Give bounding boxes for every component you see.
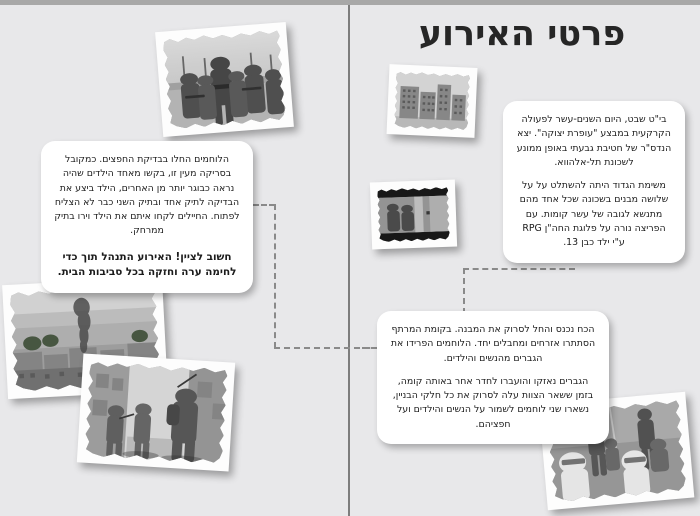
- soldiers-indoor-image: [377, 187, 450, 242]
- callout-left: [41, 141, 253, 293]
- photo-soldiers-group-caption: [686, 491, 687, 492]
- callout-top-right: [503, 101, 685, 263]
- callout-bottom-right-paragraph-2: הגברים נאזקו והועברו לחדר אחר באותה קומה, בזמן ששאר הצוות עלה לסרוק את כל חלקי הבניין, נשארו שני לוחמים לשמור על הנשים והילדים ועל חפציהם.: [392, 375, 594, 430]
- photo-buildings-caption: [467, 131, 468, 132]
- photo-street-patrol-frame: [84, 361, 228, 464]
- callout-left-bold-note: חשוב לציין! האירוע התנהל תוך כדי לחימה ערה וחזקה בכל סביבות הבית.: [57, 250, 237, 279]
- page-title: פרטי האירוע: [418, 14, 626, 54]
- connector-left-to-bottom-vertical: [274, 204, 276, 348]
- connector-left-to-bottom-horizontal: [253, 204, 275, 206]
- photo-letterbox-frame: [377, 187, 450, 242]
- photo-street-patrol-caption: [221, 464, 222, 465]
- photo-soldiers-marching-frame: [163, 30, 287, 130]
- callout-top-right-paragraph-2: משימת הגדוד היתה להשתלט על על שלושה מבנים בשכונה שכל אחד מהם מתנשא לגובה של עשר קומות. עם הפריצה נורה על פלוגת החה"ן RPG ע"י ילד כבן 13.: [519, 180, 669, 249]
- photo-buildings-frame: [394, 71, 470, 130]
- callout-bottom-right-paragraph-1: הכח נכנס והחל לסרוק את המבנה. בקומת המרתף הסתתרו אזרחים ומחבלים יחד. הלוחמים הפרידו את הגברים מהנשים והילדים.: [390, 324, 596, 364]
- callout-left-paragraph-1: הלוחמים החלו בבדיקת החפצים. כמקובל בסריקה מעין זו, בקשו מאחד הילדים שהיה נראה כבוגר יותר מן האחרים, הילד ביצע את הבדיקה לתיק אחד ובתיק השני כבר לא הצליח לפתוח. החיילים לקחו איתם את הילד וירו בתיק ממרחק.: [54, 154, 240, 237]
- soldiers-street-patrol-image: [84, 361, 228, 464]
- photo-soldiers-marching: [155, 22, 294, 137]
- connector-topright-to-bottom-vertical: [463, 268, 465, 314]
- callout-top-right-paragraph-1: בי"ט שבט, היום השנים-עשר לפעולה הקרקעית במבצע "עופרת יצוקה". יצא הנדס"ר של חטיבת גבעתי באופן ממונע לשכונת תל-אלהווא.: [516, 114, 672, 168]
- photo-letterbox-caption: [449, 240, 450, 241]
- photo-letterbox: [370, 180, 457, 250]
- connector-bottomright-stub: [362, 347, 376, 349]
- photo-buildings: [387, 64, 478, 138]
- soldiers-marching-image: [163, 30, 287, 130]
- top-accent-bar: [0, 0, 700, 5]
- vertical-divider: [348, 5, 350, 516]
- connector-topright-to-bottom-horizontal: [463, 268, 575, 270]
- photo-street-patrol: [77, 353, 235, 471]
- apartment-buildings-image: [394, 71, 470, 130]
- callout-bottom-right: [377, 311, 609, 444]
- photo-soldiers-marching-caption: [285, 120, 286, 121]
